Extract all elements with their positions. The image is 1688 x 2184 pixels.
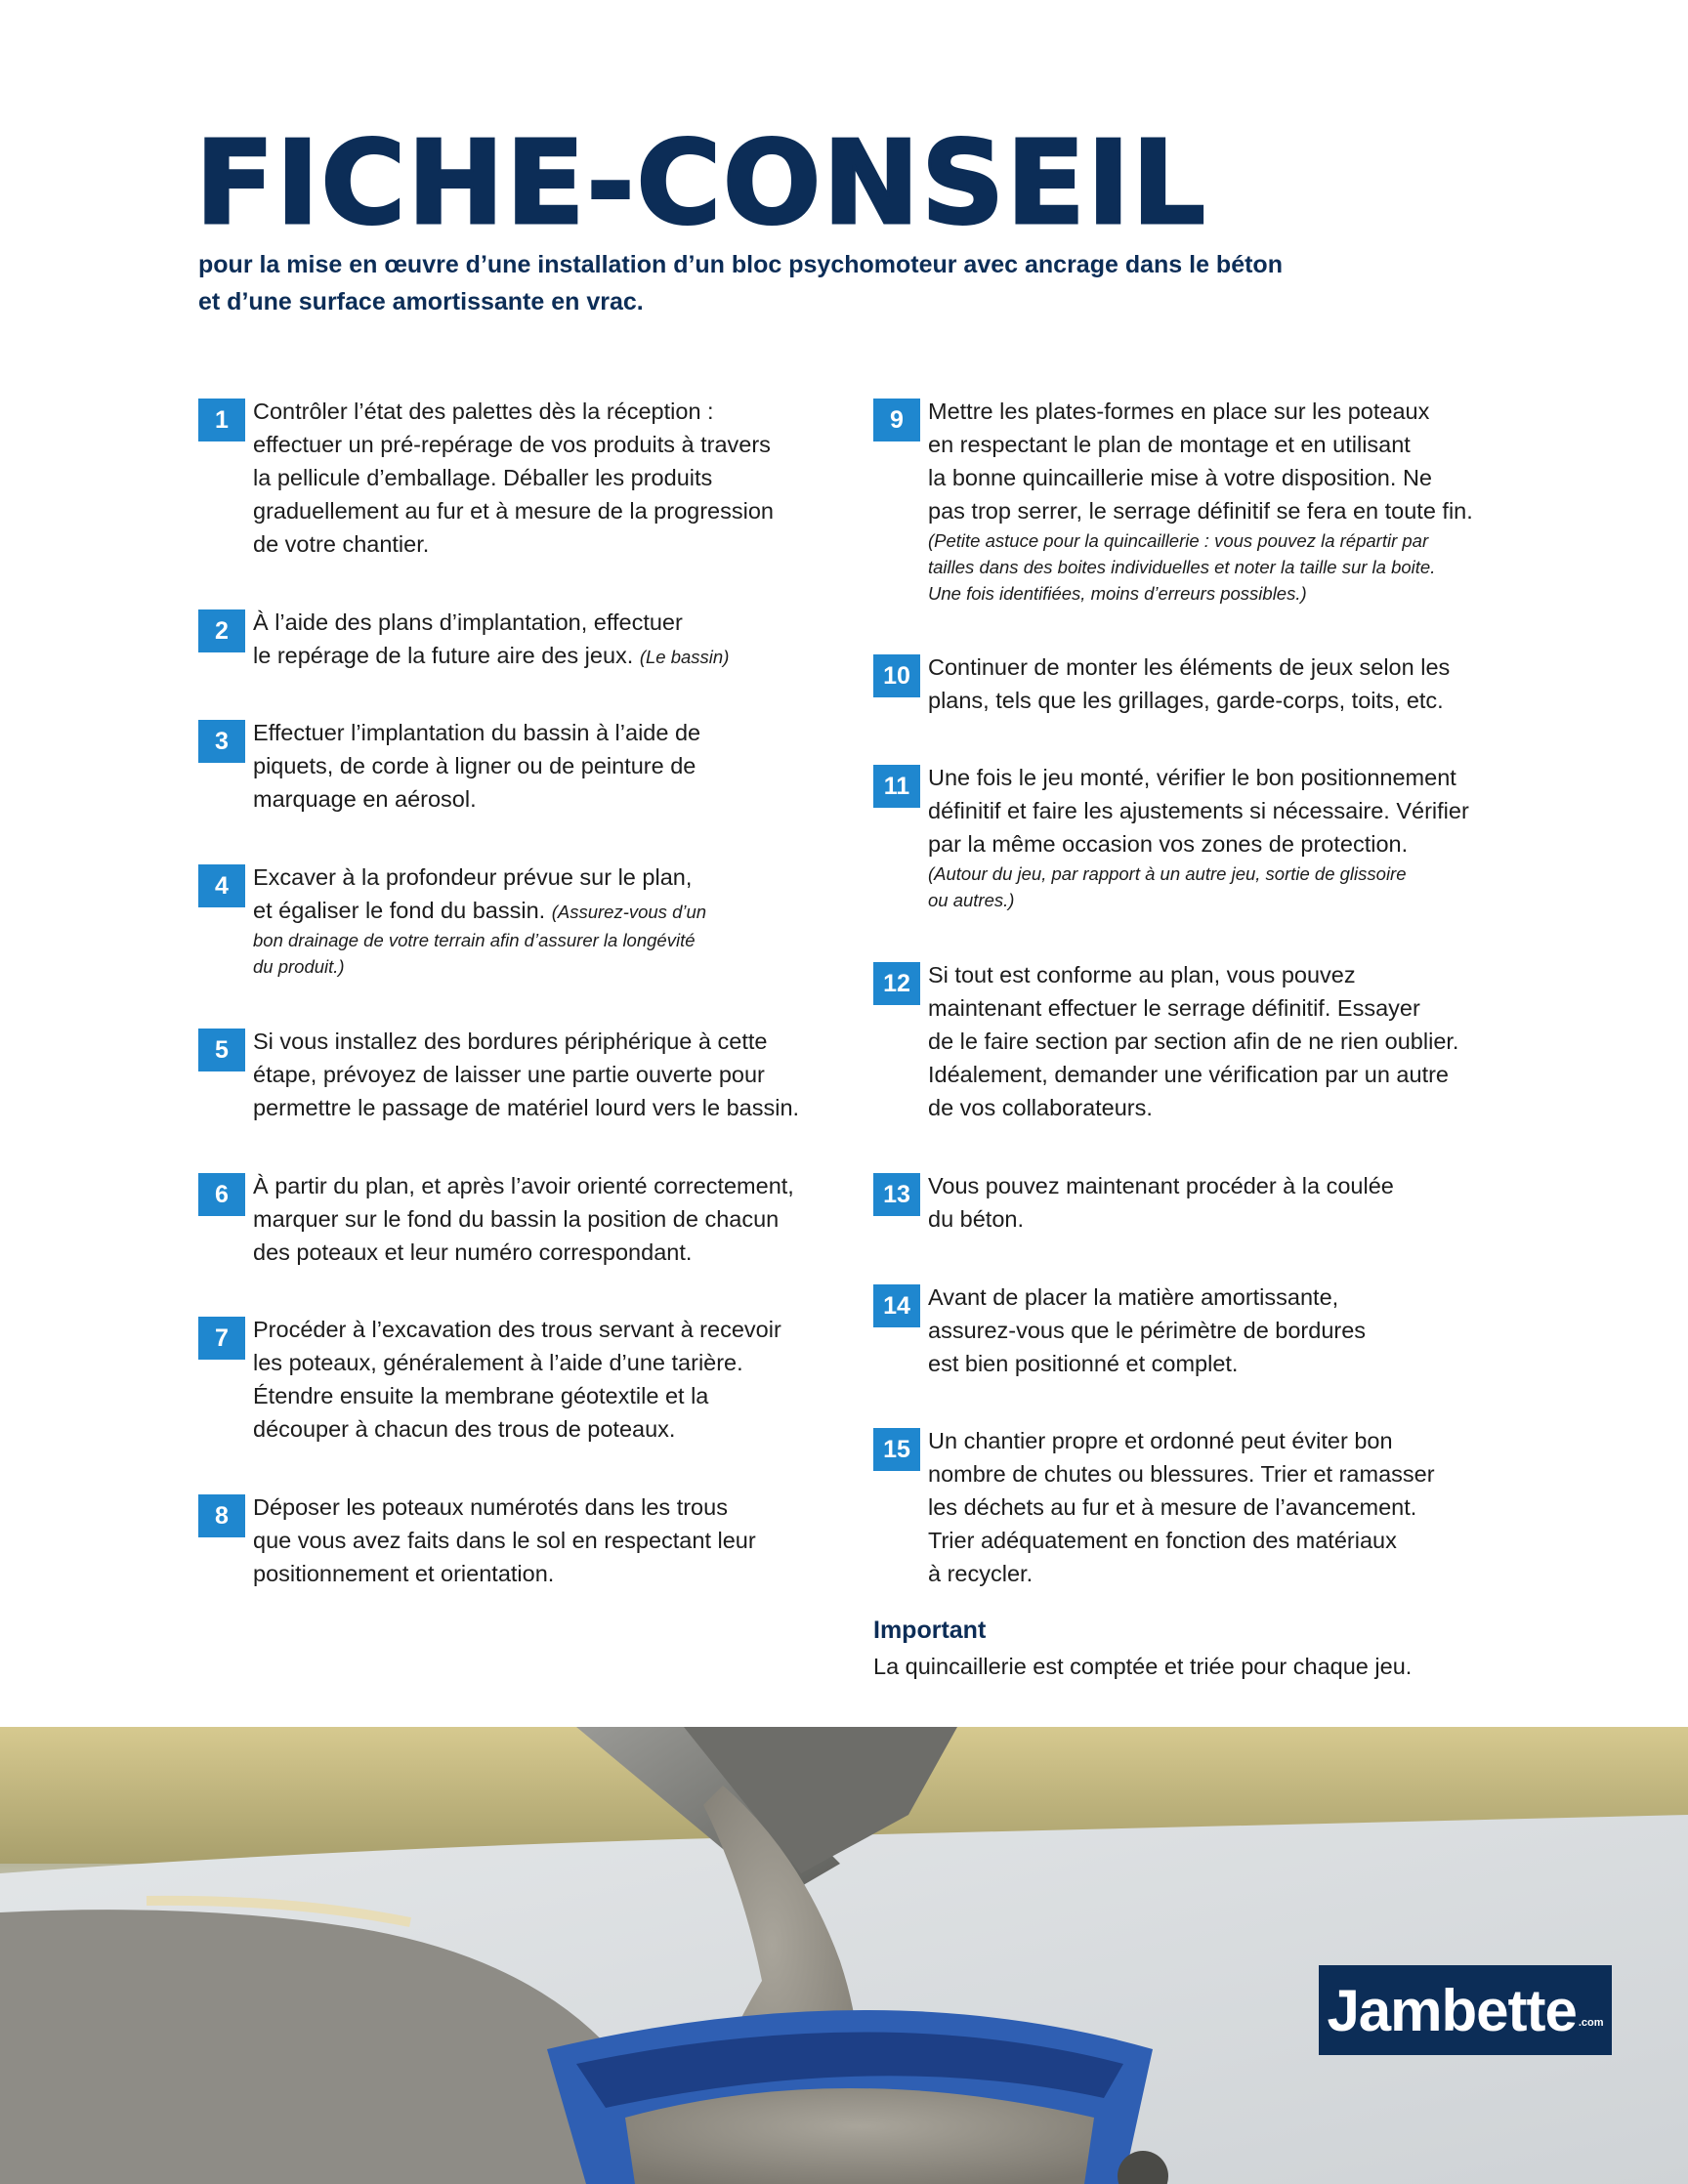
step-text: Une fois le jeu monté, vérifier le bon positionnement définitif et faire les ajustements si nécessaire. Vérifier par la même occasion vos zones de protection. (Autour du jeu, par rapport à un autre jeu, sortie de glissoire ou autres.) — [928, 761, 1524, 913]
step-text: Excaver à la profondeur prévue sur le plan, et égaliser le fond du bassin. (Assurez-vous d’un bon drainage de votre terrain afin d’assurer la longévité du produit.) — [253, 861, 849, 980]
step-note: ou autres.) — [928, 890, 1015, 910]
step-note: (Petite astuce pour la quincaillerie : vous pouvez la répartir par — [928, 530, 1429, 551]
step-number-badge: 2 — [198, 609, 245, 652]
step-note: (Assurez-vous d’un — [551, 902, 707, 922]
step-note: du produit.) — [253, 956, 345, 977]
step-number-badge: 5 — [198, 1029, 245, 1071]
step-number-badge: 14 — [873, 1284, 920, 1327]
step-number-badge: 11 — [873, 765, 920, 808]
important-text: La quincaillerie est comptée et triée pour chaque jeu. — [873, 1654, 1413, 1679]
jambette-logo — [1319, 1965, 1612, 2055]
page-title: FICHE-CONSEIL — [195, 115, 1207, 250]
step-number-badge: 10 — [873, 654, 920, 697]
logo-suffix: .com — [1578, 2017, 1604, 2029]
step-text: Déposer les poteaux numérotés dans les trous que vous avez faits dans le sol en respectant leur positionnement et orientation. — [253, 1494, 756, 1586]
logo-wordmark: Jambette — [1327, 1977, 1577, 2043]
step-note: tailles dans des boites individuelles et noter la taille sur la boite. — [928, 557, 1436, 577]
step-text: À partir du plan, et après l’avoir orienté correctement, marquer sur le fond du bassin la position de chacun des poteaux et leur numéro correspondant. — [253, 1173, 794, 1265]
step-number-badge: 4 — [198, 864, 245, 907]
step-note: Une fois identifiées, moins d’erreurs possibles.) — [928, 583, 1307, 604]
step-text: Si vous installez des bordures périphérique à cette étape, prévoyez de laisser une partie ouverte pour permettre le passage de matériel lourd vers le bassin. — [253, 1029, 800, 1120]
step-number-badge: 12 — [873, 962, 920, 1005]
step-number-badge: 8 — [198, 1494, 245, 1537]
step-text: Procéder à l’excavation des trous servant à recevoir les poteaux, généralement à l’aide d’une tarière. Étendre ensuite la membrane géotextile et la découper à chacun des trous de poteaux. — [253, 1317, 781, 1442]
step-text: Un chantier propre et ordonné peut éviter bon nombre de chutes ou blessures. Trier et ramasser les déchets au fur et à mesure de l’avancement. Trier adéquatement en fonction des matériaux à recycler. — [928, 1428, 1435, 1586]
step-note: (Le bassin) — [639, 647, 730, 667]
step-number-badge: 6 — [198, 1173, 245, 1216]
step-number-badge: 7 — [198, 1317, 245, 1360]
step-number-badge: 9 — [873, 399, 920, 441]
subtitle-line: et d’une surface amortissante en vrac. — [198, 288, 644, 315]
step-number-badge: 15 — [873, 1428, 920, 1471]
step-text: Continuer de monter les éléments de jeux selon les plans, tels que les grillages, garde-corps, toits, etc. — [928, 654, 1451, 713]
page-subtitle — [198, 246, 1419, 320]
step-text: Mettre les plates-formes en place sur les poteaux en respectant le plan de montage et en utilisant la bonne quincaillerie mise à votre disposition. Ne pas trop serrer, le serrage définitif se fera en toute fin. (Petite astuce pour la quincaillerie : vous pouvez la répartir par tailles dans des boites individuelles et noter la taille sur la boite. Une fois identifiées, moins d’erreurs possibles.) — [928, 395, 1524, 607]
step-number-badge: 3 — [198, 720, 245, 763]
step-text: Si tout est conforme au plan, vous pouvez maintenant effectuer le serrage définitif. Essayer de le faire section par section afin de ne rien oublier. Idéalement, demander une vérification par un autre de vos collaborateurs. — [928, 962, 1459, 1120]
step-note: (Autour du jeu, par rapport à un autre jeu, sortie de glissoire — [928, 863, 1407, 884]
step-text: Vous pouvez maintenant procéder à la coulée du béton. — [928, 1173, 1394, 1232]
step-number-badge: 13 — [873, 1173, 920, 1216]
concrete-pour-photo — [0, 1727, 1688, 2184]
step-text: Contrôler l’état des palettes dès la réception : effectuer un pré-repérage de vos produits à travers la pellicule d’emballage. Déballer les produits graduellement au fur et à mesure de la progression de votre chantier. — [253, 399, 774, 557]
subtitle-line: pour la mise en œuvre d’une installation d’un bloc psychomoteur avec ancrage dans le béton — [198, 251, 1283, 278]
step-text: Avant de placer la matière amortissante, assurez-vous que le périmètre de bordures est bien positionné et complet. — [928, 1284, 1367, 1376]
step-text: À l’aide des plans d’implantation, effectuer le repérage de la future aire des jeux. (Le bassin) — [253, 609, 730, 668]
photo-illustration — [0, 1727, 1688, 2184]
step-number-badge: 1 — [198, 399, 245, 441]
step-text: Effectuer l’implantation du bassin à l’aide de piquets, de corde à ligner ou de peinture de marquage en aérosol. — [253, 720, 701, 812]
important-heading: Important — [873, 1617, 987, 1644]
step-note: bon drainage de votre terrain afin d’assurer la longévité — [253, 930, 696, 950]
